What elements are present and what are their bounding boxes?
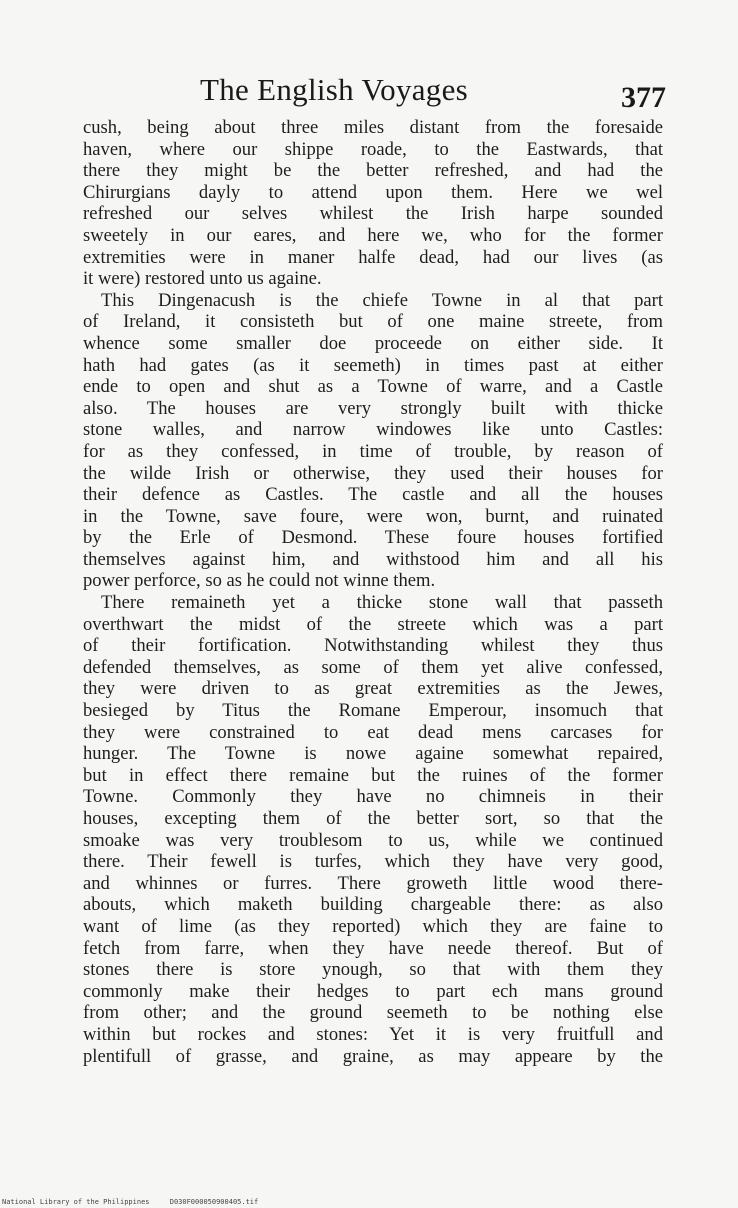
text-line: hath had gates (as it seemeth) in times past at either (83, 354, 663, 376)
text-line: houses, excepting them of the better sort, so that the (83, 808, 663, 829)
text-line: they were constrained to eat dead mens carcases for (83, 721, 663, 743)
page-header (200, 70, 670, 116)
text-line: sweetely in our eares, and here we, who for the former (83, 224, 663, 246)
text-line: but in effect there remaine but the ruines of the former (83, 764, 663, 786)
text-line: power perforce, so as he could not winne them. (83, 570, 436, 592)
running-title: The English Voyages (200, 72, 469, 107)
text-line: by the Erle of Desmond. These foure houses fortified (83, 527, 663, 549)
text-line: and whinnes or furres. There groweth little wood there- (83, 872, 663, 894)
file-identifier: D030F000050900405.tif (169, 1198, 259, 1206)
text-line: want of lime (as they reported) which they are faine to (83, 915, 663, 937)
text-line: they were driven to as great extremities as the Jewes, (83, 678, 663, 700)
text-line: for as they confessed, in time of trouble, by reason of (83, 440, 663, 462)
text-line: the wilde Irish or otherwise, they used their houses for (83, 462, 663, 484)
paragraph (83, 117, 663, 290)
text-line: their defence as Castles. The castle and all the houses (83, 484, 663, 506)
text-line: Towne. Commonly they have no chimneis in their (83, 786, 663, 808)
text-line: besieged by Titus the Romane Emperour, insomuch that (83, 700, 663, 722)
text-line: of their fortification. Notwithstanding whilest they thus (83, 635, 663, 657)
text-line: stones there is store ynough, so that with them they (83, 959, 663, 981)
text-line: themselves against him, and withstood him and all his (83, 548, 663, 570)
paragraph (83, 592, 663, 1067)
text-line: fetch from farre, when they have neede thereof. But of (83, 937, 663, 959)
text-line: of Ireland, it consisteth but of one maine streete, from (83, 311, 663, 333)
text-line: it were) restored unto us againe. (83, 268, 322, 290)
text-line: there they might be the better refreshed, and had the (83, 160, 663, 182)
text-line: defended themselves, as some of them yet alive confessed, (83, 656, 663, 678)
text-line: ende to open and shut as a Towne of warre, and a Castle (83, 376, 663, 398)
scan-footer (2, 1198, 258, 1207)
text-line: haven, where our shippe roade, to the Eastwards, that (83, 138, 663, 160)
text-line: overthwart the midst of the streete which was a part (83, 613, 663, 635)
text-line: cush, being about three miles distant from the foresaide (83, 117, 663, 138)
text-line: commonly make their hedges to part ech mans ground (83, 980, 663, 1002)
library-credit: National Library of the Philippines (2, 1198, 150, 1206)
text-line: There remaineth yet a thicke stone wall that passeth (101, 592, 663, 614)
text-line: This Dingenacush is the chiefe Towne in al that part (101, 289, 663, 311)
body-text (83, 117, 663, 1067)
text-line: smoake was very troublesom to us, while we continued (83, 829, 663, 851)
page-number: 377 (621, 81, 666, 114)
text-line: from other; and the ground seemeth to be nothing else (83, 1002, 663, 1024)
text-line: whence some smaller doe proceede on either side. It (83, 332, 663, 354)
text-line: Chirurgians dayly to attend upon them. Here we wel (83, 181, 663, 203)
text-line: refreshed our selves whilest the Irish harpe sounded (83, 203, 663, 225)
text-line: plentifull of grasse, and graine, as may appeare by the (83, 1045, 663, 1067)
text-line: extremities were in maner halfe dead, had our lives (as (83, 246, 663, 268)
text-line: stone walles, and narrow windowes like unto Castles: (83, 419, 663, 441)
text-line: within but rockes and stones: Yet it is very fruitfull and (83, 1023, 663, 1045)
paragraph (83, 290, 663, 592)
text-line: hunger. The Towne is nowe againe somewhat repaired, (83, 743, 663, 765)
text-line: abouts, which maketh building chargeable there: as also (83, 894, 663, 916)
text-line: there. Their fewell is turfes, which they have very good, (83, 851, 663, 873)
text-line: also. The houses are very strongly built with thicke (83, 397, 663, 419)
text-line: in the Towne, save foure, were won, burnt, and ruinated (83, 505, 663, 527)
